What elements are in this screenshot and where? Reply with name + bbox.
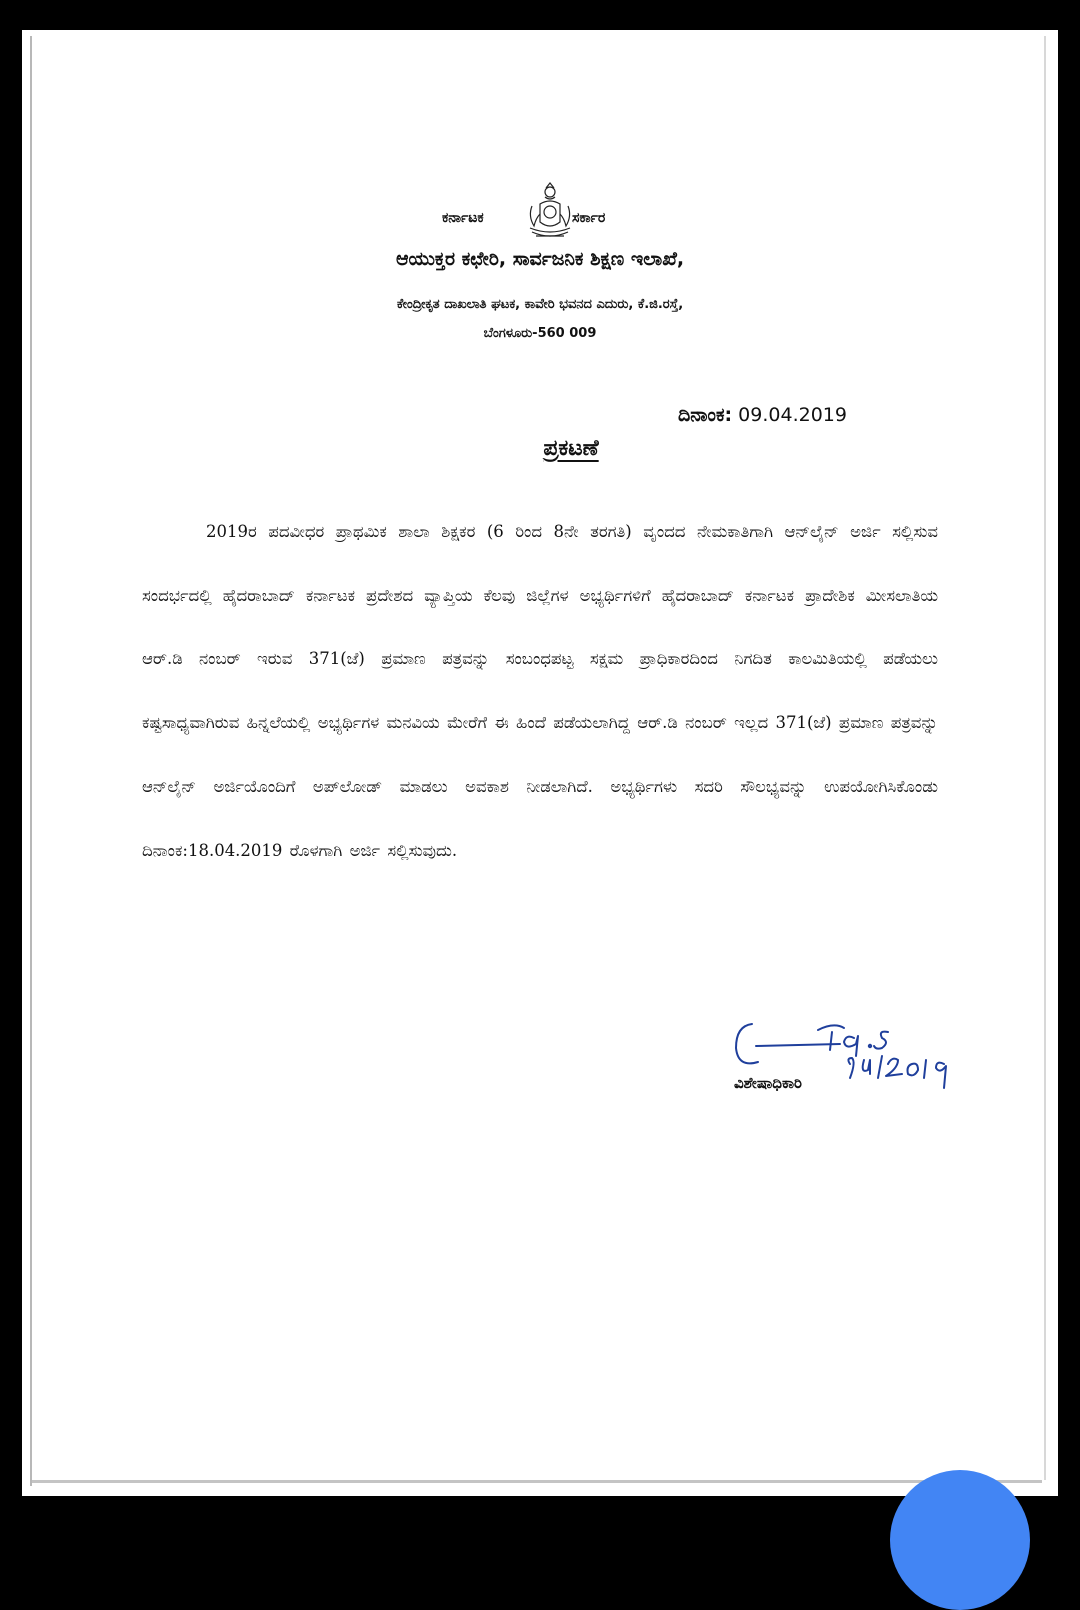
officer-title: ವಿಶೇಷಾಧಿಕಾರಿ — [734, 1074, 802, 1092]
document-date — [678, 404, 847, 426]
letterhead-government — [422, 182, 662, 242]
office-address: ಕೇಂದ್ರೀಕೃತ ದಾಖಲಾತಿ ಘಟಕ, ಕಾವೇರಿ ಭವನದ ಎದುರು, ಕೆ.ಜಿ.ರಸ್ತೆ, — [396, 297, 684, 312]
date-value: 09.04.2019 — [738, 404, 847, 426]
government-label-left: ಕರ್ನಾಟಕ — [442, 210, 484, 226]
government-label-right: ಸರ್ಕಾರ — [572, 210, 606, 226]
notice-body: 2019ರ ಪದವೀಧರ ಪ್ರಾಥಮಿಕ ಶಾಲಾ ಶಿಕ್ಷಕರ (6 ರಿಂದ 8ನೇ ತರಗತಿ) ವೃಂದದ ನೇಮಕಾತಿಗಾಗಿ ಆನ್‌ಲೈನ್ ಅರ್ಜಿ ಸಲ್ಲಿಸುವ ಸಂದರ್ಭದಲ್ಲಿ ಹೈದರಾಬಾದ್ ಕರ್ನಾಟಕ ಪ್ರದೇಶದ ವ್ಯಾಪ್ತಿಯ ಕೆಲವು ಜಿಲ್ಲೆಗಳ ಅಭ್ಯರ್ಥಿಗಳಿಗೆ ಹೈದರಾಬಾದ್ ಕರ್ನಾಟಕ ಪ್ರಾದೇಶಿಕ ಮೀಸಲಾತಿಯ ಆರ್.ಡಿ ನಂಬರ್ ಇರುವ 371(ಜೆ) ಪ್ರಮಾಣ ಪತ್ರವನ್ನು ಸಂಬಂಧಪಟ್ಟ ಸಕ್ಷಮ ಪ್ರಾಧಿಕಾರದಿಂದ ನಿಗದಿತ ಕಾಲಮಿತಿಯಲ್ಲಿ ಪಡೆಯಲು ಕಷ್ಟಸಾಧ್ಯವಾಗಿರುವ ಹಿನ್ನಲೆಯಲ್ಲಿ ಅಭ್ಯರ್ಥಿಗಳ ಮನವಿಯ ಮೇರೆಗೆ ಈ ಹಿಂದೆ ಪಡೆಯಲಾಗಿದ್ದ ಆರ್.ಡಿ ನಂಬರ್ ಇಲ್ಲದ 371(ಜೆ) ಪ್ರಮಾಣ ಪತ್ರವನ್ನು ಆನ್‌ಲೈನ್ ಅರ್ಜಿಯೊಂದಿಗೆ ಅಪ್‌ಲೋಡ್ ಮಾಡಲು ಅವಕಾಶ ನೀಡಲಾಗಿದೆ. ಅಭ್ಯರ್ಥಿಗಳು ಸದರಿ ಸೌಲಭ್ಯವನ್ನು ಉಪಯೋಗಿಸಿಕೊಂಡು ದಿನಾಂಕ:18.04.2019 ರೊಳಗಾಗಿ ಅರ್ಜಿ ಸಲ್ಲಿಸುವುದು. — [142, 522, 938, 860]
floating-action-button[interactable] — [890, 1470, 1030, 1610]
karnataka-state-emblem-icon — [526, 182, 574, 244]
notice-heading — [22, 436, 1058, 461]
date-label: ದಿನಾಂಕ: — [678, 404, 733, 426]
office-city: ಬೆಂಗಳೂರು-560 009 — [483, 326, 597, 341]
scan-edge-bottom — [32, 1480, 1042, 1483]
office-title: ಆಯುಕ್ತರ ಕಛೇರಿ, ಸಾರ್ವಜನಿಕ ಶಿಕ್ಷಣ ಇಲಾಖೆ, — [395, 248, 685, 270]
notice-heading-text: ಪ್ರಕಟಣೆ — [543, 436, 599, 461]
document-page — [22, 30, 1058, 1496]
